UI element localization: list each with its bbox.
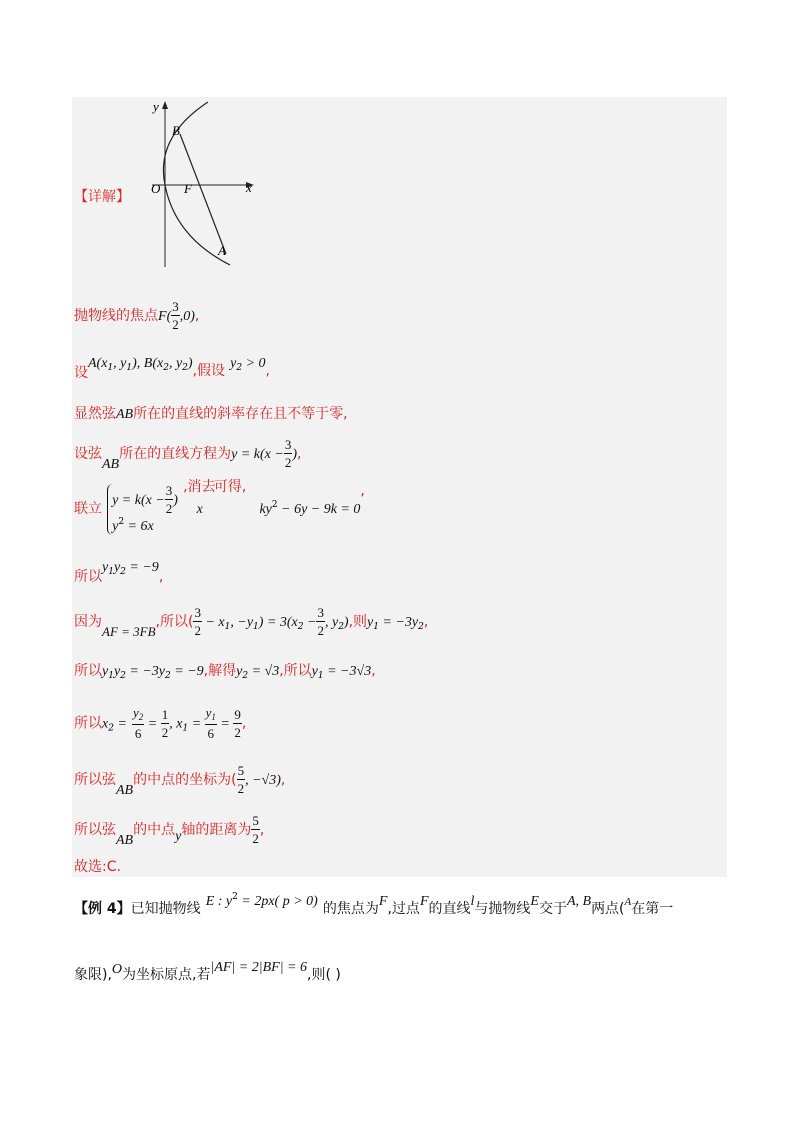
label-y: y	[153, 99, 159, 114]
label-a: A	[218, 243, 226, 258]
step-focus: 抛物线的焦点F( $\frac{3}{2}$ ,0),	[74, 299, 200, 332]
step-line-equation: 设弦AB所在的直线方程为y = k(x − $\frac{3}{2}$ ),	[74, 437, 302, 472]
step-solve: 所以$y_1y_2 = -3y_2 = -9$,解得$y_2 = √3$,所以$y_1 = -3√3$,	[74, 663, 376, 681]
step-slope: 显然弦AB所在的直线的斜率存在且不等于零,	[74, 406, 348, 422]
parabola-figure	[150, 97, 270, 272]
step-vector: 因为$_{AF = 3FB}$,所以( $\frac{3}{2}$ − $x_1$, $-y_1) = 3(x_2$ − $\frac{3}{2}$ , $y_2$),则$y_1 = -3y_2$,	[74, 605, 429, 639]
step-product: 所以$y_1y_2 = -9$,	[74, 560, 164, 585]
example-4-line2: 象限),O为坐标原点,若|AF| = 2|BF| = 6,则( )	[74, 960, 341, 983]
step-distance: 所以弦AB的中点y轴的距离为 $\frac{5}{2}$ ,	[74, 813, 265, 848]
example-4-line1: 【例 4】已知抛物线 E : $y^2 = 2px$( p > 0) 的焦点为F,过点F的直线l与抛物线E交于A, B两点($^A$在第一	[74, 892, 674, 917]
step-x-values: 所以$x_2$ = $\frac{y_2}{6}$ = $\frac{1}{2}$ , $x_1$ = $\frac{y_1}{6}$ = $\frac{9}{2}$ ,	[74, 705, 247, 741]
step-midpoint: 所以弦AB的中点的坐标为( $\frac{5}{2}$ , −√3),	[74, 763, 286, 798]
label-f: F	[184, 181, 192, 196]
label-b: B	[172, 123, 180, 138]
answer-line: 故选:C.	[74, 859, 121, 875]
y-axis-arrow	[162, 101, 168, 109]
step-system: 联立 y = k(x − $\frac{3}{2}$ ) $y^2 = 6x$ ,消去 x 可得, $ky_2 - 6y - 9k = 0$,	[74, 479, 365, 534]
detail-label: 【详解】	[74, 189, 130, 205]
label-o: O	[151, 181, 161, 196]
label-x: x	[246, 180, 252, 195]
step-assume: 设$A(x_1$, $y_1$), $B(x_2$, $y_2$),假设 $y_2 > 0$,	[74, 356, 270, 381]
